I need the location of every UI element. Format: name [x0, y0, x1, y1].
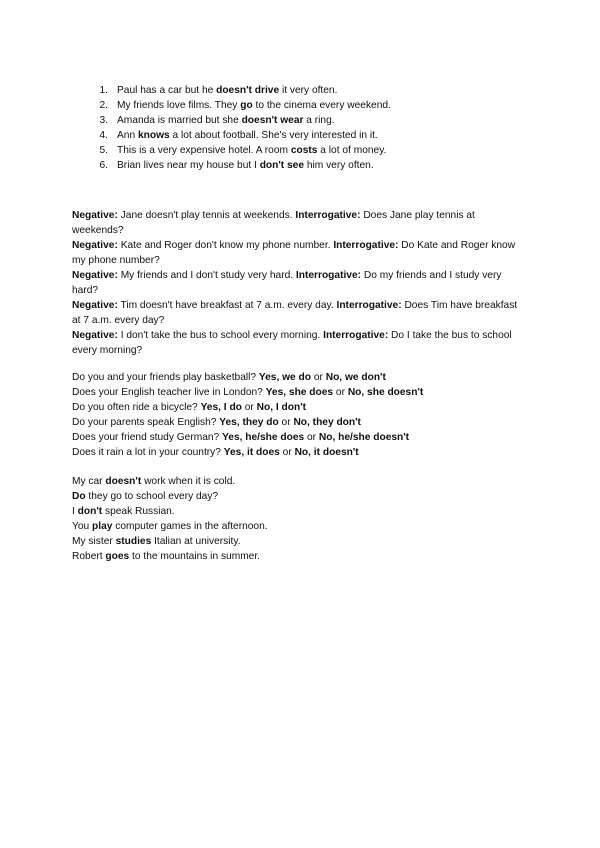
interrogative-label: Interrogative: [336, 300, 402, 311]
list-item [90, 158, 391, 173]
negative-interrogative-pair: Negative: Kate and Roger don't know my phone number. Interrogative: Do Kate and Roger know my phone number? [72, 240, 516, 266]
item-number: 6. [99, 160, 108, 171]
item-number: 1. [99, 85, 108, 96]
sentence-text: Brian lives near my house but I don't see him very often. [117, 160, 374, 171]
interrogative-label: Interrogative: [333, 240, 399, 251]
short-answers-section [72, 370, 522, 460]
sentence-text: Amanda is married but she doesn't wear a ring. [117, 115, 335, 126]
item-number: 4. [99, 130, 108, 141]
sentence-text: Paul has a car but he doesn't drive it very often. [117, 85, 338, 96]
corrected-sentence: My sister studies Italian at university. [72, 536, 241, 547]
corrected-sentence: My car doesn't work when it is cold. [72, 476, 236, 487]
corrected-sentence: I don't speak Russian. [72, 506, 175, 517]
interrogative-label: Interrogative: [323, 330, 389, 341]
list-item [90, 83, 391, 98]
negative-label: Negative: [72, 300, 118, 311]
list-item [90, 113, 391, 128]
sentence-text: My friends love films. They go to the cinema every weekend. [117, 100, 391, 111]
corrected-sentences-section [72, 474, 522, 564]
question-answer-line: Do you often ride a bicycle? Yes, I do or No, I don't [72, 402, 307, 413]
item-number: 5. [99, 145, 108, 156]
item-number: 2. [99, 100, 108, 111]
interrogative-label: Interrogative: [295, 210, 361, 221]
numbered-sentences-list [90, 83, 391, 173]
sentence-text: Ann knows a lot about football. She's very interested in it. [117, 130, 378, 141]
corrected-sentence: You play computer games in the afternoon. [72, 521, 268, 532]
list-item [90, 128, 391, 143]
negative-label: Negative: [72, 210, 118, 221]
interrogative-label: Interrogative: [295, 270, 362, 281]
list-item [90, 98, 391, 113]
question-answer-line: Do your parents speak English? Yes, they do or No, they don't [72, 417, 361, 428]
negative-label: Negative: [72, 330, 118, 341]
negative-interrogative-pair: Negative: My friends and I don't study very hard. Interrogative: Do my friends and I study very hard? [72, 270, 502, 296]
question-answer-line: Does it rain a lot in your country? Yes, it does or No, it doesn't [72, 447, 359, 458]
negative-interrogative-section [72, 208, 522, 358]
item-number: 3. [99, 115, 108, 126]
negative-interrogative-pair: Negative: Jane doesn't play tennis at weekends. Interrogative: Does Jane play tennis at weekends? [72, 210, 475, 236]
negative-interrogative-pair: Negative: Tim doesn't have breakfast at 7 a.m. every day. Interrogative: Does Tim have breakfast at 7 a.m. every day? [72, 300, 518, 326]
negative-label: Negative: [72, 270, 118, 281]
question-answer-line: Does your friend study German? Yes, he/she does or No, he/she doesn't [72, 432, 410, 443]
corrected-sentence: Do they go to school every day? [72, 491, 219, 502]
sentence-text: This is a very expensive hotel. A room costs a lot of money. [117, 145, 387, 156]
list-item [90, 143, 391, 158]
negative-interrogative-pair: Negative: I don't take the bus to school every morning. Interrogative: Do I take the bus to school every morning? [72, 330, 512, 356]
negative-label: Negative: [72, 240, 118, 251]
question-answer-line: Does your English teacher live in London? Yes, she does or No, she doesn't [72, 387, 424, 398]
corrected-sentence: Robert goes to the mountains in summer. [72, 551, 261, 562]
question-answer-line: Do you and your friends play basketball? Yes, we do or No, we don't [72, 372, 386, 383]
